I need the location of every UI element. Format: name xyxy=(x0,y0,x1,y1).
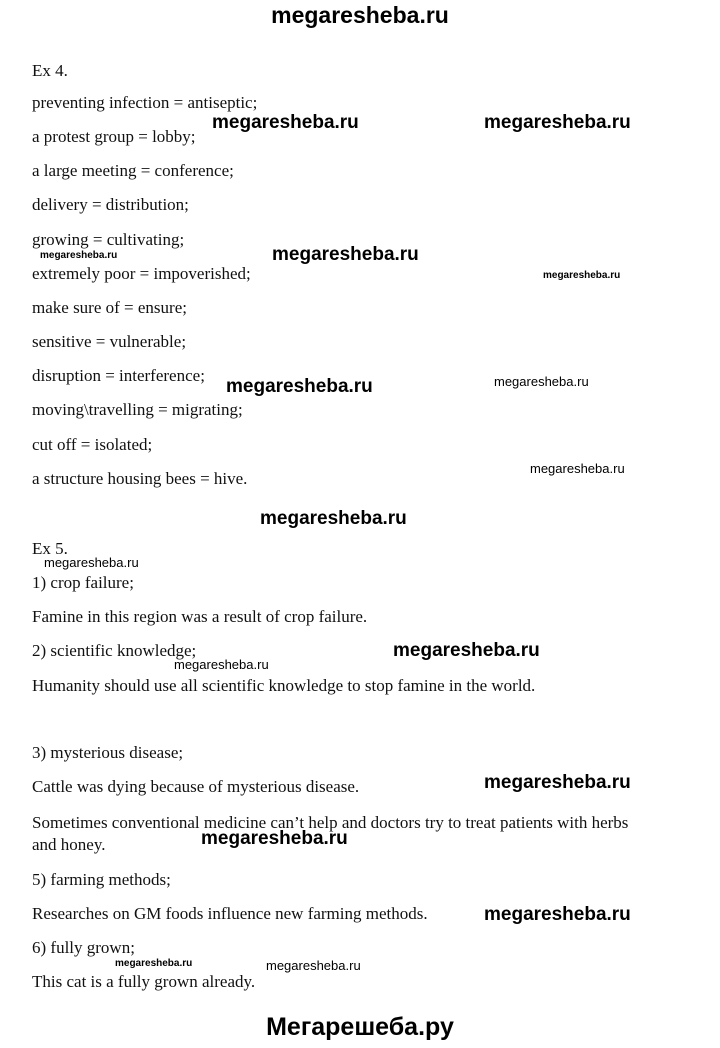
watermark: megaresheba.ru xyxy=(272,244,419,265)
site-footer: Мегарешеба.ру xyxy=(266,1013,454,1041)
ex4-item: a protest group = lobby; xyxy=(32,127,196,146)
ex4-item: cut off = isolated; xyxy=(32,435,153,454)
ex4-item: moving\travelling = migrating; xyxy=(32,400,243,419)
ex5-phrase: 3) mysterious disease; xyxy=(32,743,184,762)
ex5-sentence: Researches on GM foods influence new farming methods. xyxy=(32,904,428,923)
ex4-item: a structure housing bees = hive. xyxy=(32,469,248,488)
ex5-sentence: Cattle was dying because of mysterious disease. xyxy=(32,777,360,796)
watermark: megaresheba.ru xyxy=(115,958,193,969)
ex4-item: extremely poor = impoverished; xyxy=(32,264,251,283)
ex4-item: delivery = distribution; xyxy=(32,195,189,214)
watermark: megaresheba.ru xyxy=(226,376,373,397)
ex5-sentence: Sometimes conventional medicine can’t help and doctors try to treat patients with herbs and honey. xyxy=(32,813,629,854)
watermark: megaresheba.ru xyxy=(44,555,139,570)
ex4-item: preventing infection = antiseptic; xyxy=(32,93,258,112)
ex4-item: sensitive = vulnerable; xyxy=(32,332,187,351)
site-header: megaresheba.ru xyxy=(271,2,449,28)
watermark: megaresheba.ru xyxy=(260,508,407,529)
watermark: megaresheba.ru xyxy=(484,904,631,925)
watermark: megaresheba.ru xyxy=(484,772,631,793)
watermark: megaresheba.ru xyxy=(543,270,621,281)
ex5-sentence: Famine in this region was a result of crop failure. xyxy=(32,607,368,626)
watermark: megaresheba.ru xyxy=(530,461,625,476)
ex4-item: disruption = interference; xyxy=(32,366,205,385)
watermark: megaresheba.ru xyxy=(266,958,361,973)
ex5-phrase: 6) fully grown; xyxy=(32,938,135,957)
watermark: megaresheba.ru xyxy=(40,250,118,261)
watermark: megaresheba.ru xyxy=(393,640,540,661)
watermark: megaresheba.ru xyxy=(212,112,359,133)
ex5-phrase: 2) scientific knowledge; xyxy=(32,641,197,660)
ex4-title: Ex 4. xyxy=(32,61,68,80)
ex5-sentence: Humanity should use all scientific knowledge to stop famine in the world. xyxy=(32,676,536,695)
ex5-sentence: This cat is a fully grown already. xyxy=(32,972,256,991)
watermark: megaresheba.ru xyxy=(201,828,348,849)
watermark: megaresheba.ru xyxy=(484,112,631,133)
ex4-item: growing = cultivating; xyxy=(32,230,185,249)
watermark: megaresheba.ru xyxy=(494,374,589,389)
ex5-phrase: 1) crop failure; xyxy=(32,573,134,592)
watermark: megaresheba.ru xyxy=(174,657,269,672)
ex5-phrase: 5) farming methods; xyxy=(32,870,171,889)
ex4-item: a large meeting = conference; xyxy=(32,161,234,180)
ex5-title: Ex 5. xyxy=(32,539,68,558)
ex4-item: make sure of = ensure; xyxy=(32,298,187,317)
